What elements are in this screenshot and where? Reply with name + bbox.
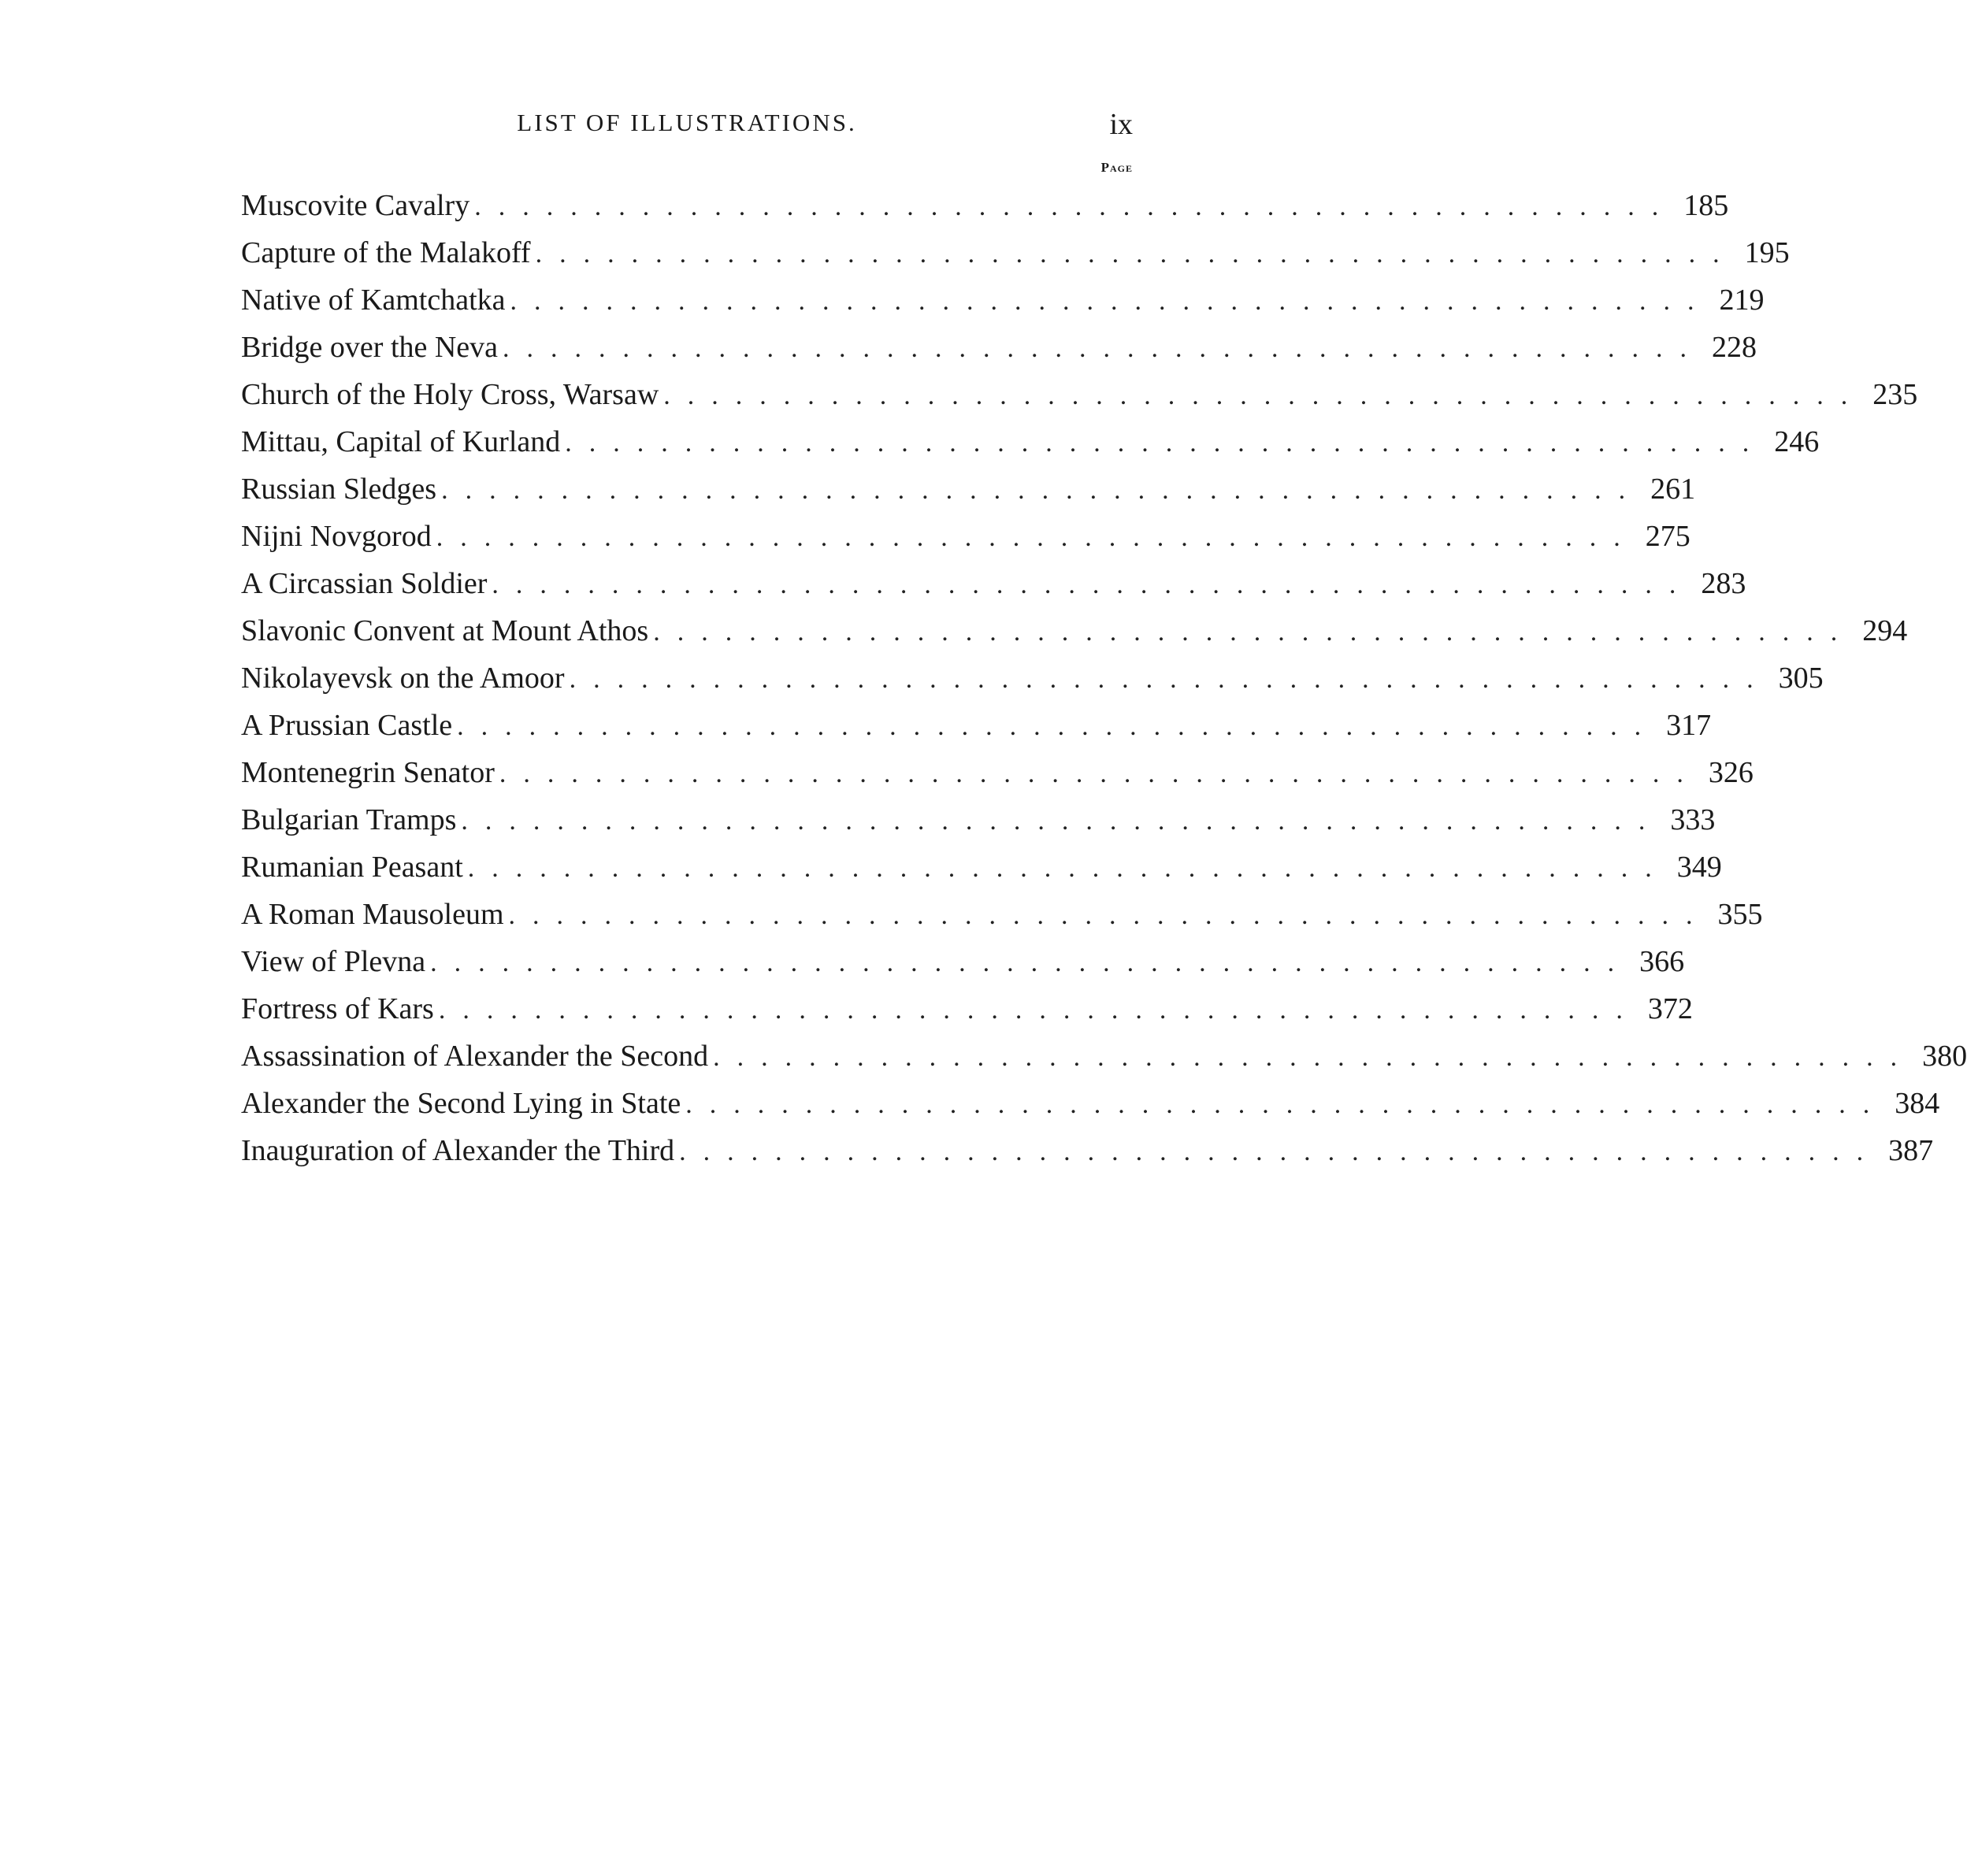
dot-leader: .................................................. bbox=[508, 901, 1710, 930]
list-item bbox=[241, 702, 1712, 749]
entry-title: Assassination of Alexander the Second bbox=[241, 1040, 709, 1073]
dot-leader: .................................................. bbox=[438, 995, 1640, 1025]
list-item bbox=[241, 985, 1693, 1033]
entry-page: 305 bbox=[1778, 662, 1824, 695]
list-item bbox=[241, 843, 1722, 891]
dot-leader: .................................................. bbox=[492, 570, 1694, 599]
list-item bbox=[241, 1127, 1934, 1174]
entry-title: Nikolayevsk on the Amoor bbox=[241, 662, 565, 695]
entry-page: 185 bbox=[1683, 189, 1729, 222]
list-item bbox=[241, 229, 1790, 276]
entry-title: Inauguration of Alexander the Third bbox=[241, 1134, 675, 1167]
entry-page: 387 bbox=[1888, 1134, 1934, 1167]
entry-title: A Prussian Castle bbox=[241, 709, 453, 742]
entry-title: Nijni Novgorod bbox=[241, 520, 432, 553]
entry-page: 384 bbox=[1895, 1087, 1940, 1120]
entry-title: A Circassian Soldier bbox=[241, 567, 488, 600]
entry-page: 349 bbox=[1676, 851, 1722, 884]
entry-title: Bridge over the Neva bbox=[241, 331, 499, 364]
entry-title: Capture of the Malakoff bbox=[241, 236, 531, 269]
entry-title: Church of the Holy Cross, Warsaw bbox=[241, 378, 659, 411]
list-item bbox=[241, 418, 1820, 465]
dot-leader: .................................................. bbox=[569, 665, 1771, 694]
dot-leader: .................................................. bbox=[565, 428, 1767, 458]
entry-page: 261 bbox=[1650, 473, 1696, 506]
entry-title: Slavonic Convent at Mount Athos bbox=[241, 614, 649, 647]
list-item bbox=[241, 654, 1824, 702]
page-column-label: Page bbox=[1100, 160, 1133, 175]
entry-page: 380 bbox=[1922, 1040, 1967, 1073]
entry-page: 317 bbox=[1666, 709, 1712, 742]
dot-leader: .................................................. bbox=[474, 192, 1676, 221]
list-item bbox=[241, 371, 1918, 418]
list-item bbox=[241, 324, 1757, 371]
entry-title: Alexander the Second Lying in State bbox=[241, 1087, 681, 1120]
entry-page: 195 bbox=[1744, 236, 1790, 269]
dot-leader: .................................................. bbox=[499, 759, 1701, 788]
dot-leader: .................................................. bbox=[535, 239, 1737, 269]
entry-title: A Roman Mausoleum bbox=[241, 898, 504, 931]
entry-page: 333 bbox=[1670, 803, 1716, 836]
entry-page: 366 bbox=[1639, 945, 1685, 978]
entry-page: 235 bbox=[1872, 378, 1918, 411]
entry-page: 355 bbox=[1717, 898, 1763, 931]
entry-page: 246 bbox=[1774, 425, 1820, 458]
dot-leader: .................................................. bbox=[685, 1090, 1887, 1119]
dot-leader: .................................................. bbox=[503, 334, 1705, 363]
list-item bbox=[241, 1033, 1967, 1080]
entry-page: 219 bbox=[1719, 284, 1765, 317]
list-item bbox=[241, 1080, 1940, 1127]
entry-title: Rumanian Peasant bbox=[241, 851, 463, 884]
entry-title: View of Plevna bbox=[241, 945, 426, 978]
page-number: ix bbox=[1109, 108, 1133, 141]
entry-page: 294 bbox=[1862, 614, 1908, 647]
list-item bbox=[241, 607, 1908, 654]
dot-leader: .................................................. bbox=[457, 712, 1659, 741]
dot-leader: .................................................. bbox=[461, 806, 1663, 836]
entry-title: Russian Sledges bbox=[241, 473, 437, 506]
list-item bbox=[241, 938, 1685, 985]
dot-leader: .................................................. bbox=[713, 1043, 1915, 1072]
dot-leader: .................................................. bbox=[510, 287, 1712, 316]
dot-leader: .................................................. bbox=[653, 617, 1855, 647]
list-item bbox=[241, 465, 1696, 513]
dot-leader: .................................................. bbox=[663, 381, 1865, 410]
list-item bbox=[241, 182, 1729, 229]
entry-page: 283 bbox=[1701, 567, 1746, 600]
list-item bbox=[241, 560, 1746, 607]
list-item bbox=[241, 513, 1691, 560]
list-item bbox=[241, 796, 1716, 843]
entry-title: Native of Kamtchatka bbox=[241, 284, 506, 317]
entry-page: 228 bbox=[1712, 331, 1757, 364]
entry-page: 275 bbox=[1645, 520, 1691, 553]
list-item bbox=[241, 891, 1763, 938]
entry-title: Muscovite Cavalry bbox=[241, 189, 470, 222]
illustrations-list bbox=[241, 182, 1967, 1174]
dot-leader: .................................................. bbox=[430, 948, 1632, 977]
list-item bbox=[241, 749, 1754, 796]
dot-leader: .................................................. bbox=[441, 476, 1643, 505]
entry-page: 372 bbox=[1647, 992, 1693, 1025]
page-title: LIST OF ILLUSTRATIONS. bbox=[517, 109, 857, 136]
dot-leader: .................................................. bbox=[436, 523, 1638, 552]
entry-title: Mittau, Capital of Kurland bbox=[241, 425, 561, 458]
entry-title: Bulgarian Tramps bbox=[241, 803, 457, 836]
entry-title: Montenegrin Senator bbox=[241, 756, 495, 789]
entry-page: 326 bbox=[1708, 756, 1754, 789]
dot-leader: .................................................. bbox=[467, 854, 1669, 883]
list-item bbox=[241, 276, 1765, 324]
dot-leader: .................................................. bbox=[679, 1137, 1881, 1166]
entry-title: Fortress of Kars bbox=[241, 992, 434, 1025]
